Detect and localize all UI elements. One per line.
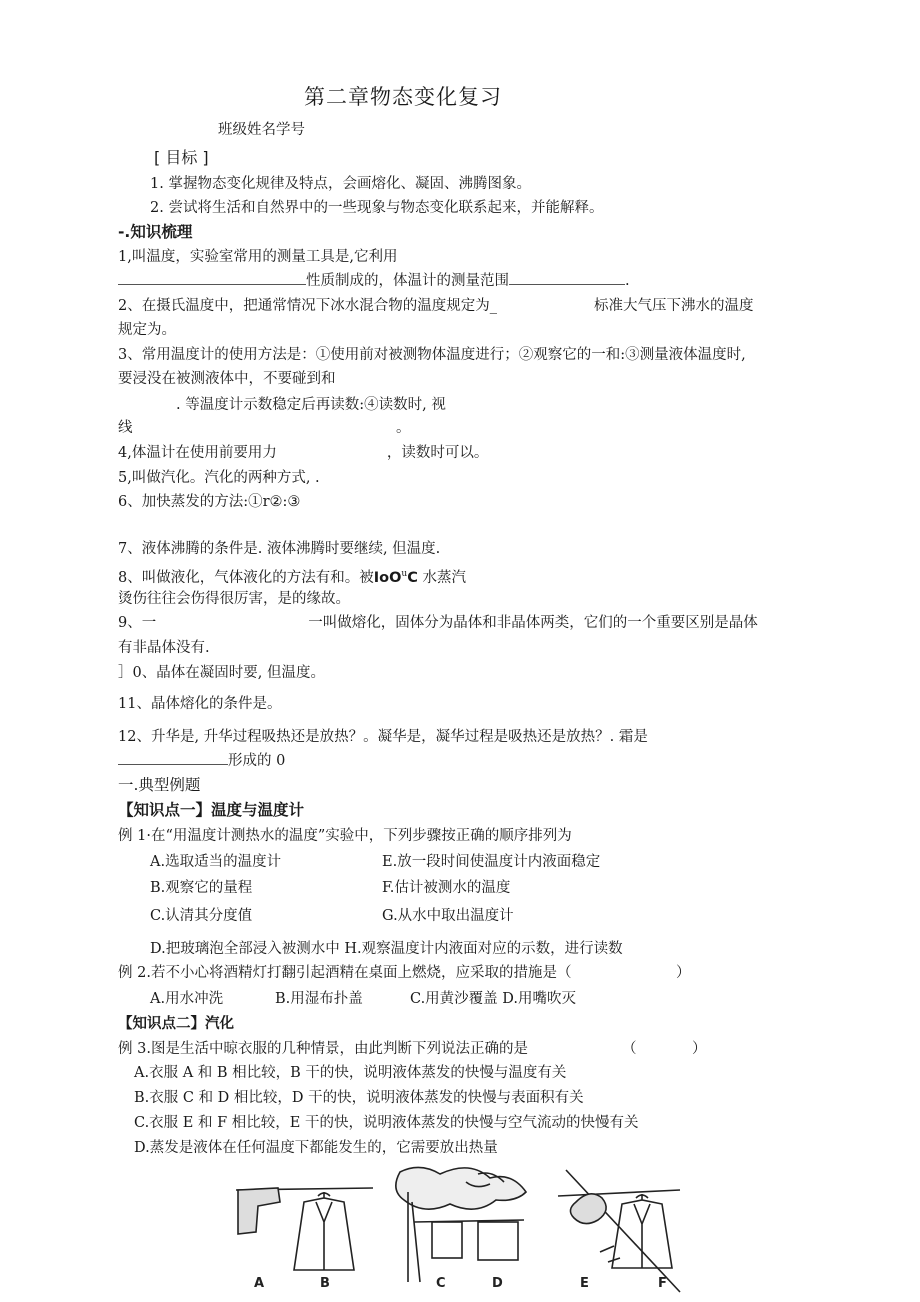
figure-label-a: A	[254, 1276, 265, 1291]
ex2-option-a: A.用水冲洗	[150, 991, 224, 1007]
figure-label-c: C	[436, 1276, 446, 1291]
q9-line2: 有非晶体没有.	[118, 640, 210, 656]
class-info: 班级姓名学号	[218, 122, 305, 138]
ex1-option-f: F.估计被测水的温度	[382, 880, 511, 896]
q3-line2: 要浸没在被测液体中，不要碰到和	[118, 371, 336, 387]
q4-text-a: 4,体温计在使用前要用力	[118, 445, 277, 461]
ex3-close-paren: ）	[692, 1041, 707, 1057]
q5-line: 5,叫做汽化。汽化的两种方式, .	[118, 470, 320, 486]
q2-text-b: 标准大气压下沸水的温度	[593, 298, 754, 314]
ex2-option-cd: C.用黄沙覆盖 D.用嘴吹灭	[410, 991, 577, 1007]
answer-blank[interactable]	[509, 272, 625, 285]
figure-label-b: B	[320, 1276, 330, 1291]
q2-line1	[118, 297, 753, 315]
kp1-header: 【知识点一】温度与温度计	[118, 801, 305, 819]
ex3-option-d: D.蒸发是液体在任何温度下都能发生的，它需要放出热量	[134, 1140, 498, 1156]
q9-text-a: 9、一	[118, 615, 157, 631]
scene-c-d	[396, 1167, 526, 1282]
q1-line1: 1,叫温度，实验室常用的测量工具是,它利用	[118, 249, 398, 265]
q12-text-b: 形成的 0	[228, 753, 286, 769]
figure-label-f: F	[658, 1276, 667, 1291]
ex2-stem: 例 2.若不小心将酒精灯打翻引起酒精在桌面上燃烧，应采取的措施是（	[118, 965, 572, 981]
q9-text-b: 一叫做熔化，固体分为晶体和非晶体两类，它们的一个重要区别是晶体	[308, 615, 758, 631]
ex3-option-b: B.衣服 C 和 D 相比较，D 干的快，说明液体蒸发的快慢与表面积有关	[134, 1090, 584, 1106]
answer-blank[interactable]	[118, 752, 228, 765]
q8-text-a: 8、叫做液化，气体液化的方法有和。被	[118, 569, 374, 586]
ex3-stem: 例 3.图是生活中晾衣服的几种情景，由此判断下列说法正确的是	[118, 1041, 528, 1057]
ex1-option-a: A.选取适当的温度计	[150, 854, 282, 870]
q8-temp-sup: u	[401, 569, 408, 579]
q10-line: ］0、晶体在凝固时要, 但温度。	[118, 665, 325, 681]
figure-label-e: E	[580, 1276, 589, 1291]
ex1-option-b: B.观察它的量程	[150, 880, 253, 896]
scene-a-b	[236, 1188, 373, 1270]
ex1-option-c: C.认清其分度值	[150, 908, 253, 924]
q4-line	[118, 444, 488, 462]
ex1-option-dh: D.把玻璃泡全部浸入被测水中 H.观察温度计内液面对应的示数，进行读数	[150, 941, 623, 957]
q4-text-b: ，读数时可以。	[386, 445, 489, 461]
goal-item-1: 1. 掌握物态变化规律及特点，会画熔化、凝固、沸腾图象。	[150, 176, 531, 192]
section-knowledge-header: -.知识梳理	[118, 223, 193, 241]
ex2-close-paren: ）	[676, 965, 691, 981]
q1-text-b: 性质制成的，体温计的测量范围	[306, 273, 509, 289]
q8-temp-value: IoO	[373, 569, 402, 586]
clothes-drying-figure	[228, 1162, 688, 1302]
figure-label-d: D	[492, 1276, 503, 1291]
ex3-option-c: C.衣服 E 和 F 相比较，E 干的快，说明液体蒸发的快慢与空气流动的快慢有关	[134, 1115, 639, 1131]
q8-line2: 烫伤往往会伤得很厉害，是的缘故。	[118, 591, 350, 607]
q2-line2: 规定为。	[118, 322, 176, 338]
kp2-header	[118, 1015, 234, 1033]
q9-line1	[118, 614, 758, 632]
ex3-option-a: A.衣服 A 和 B 相比较，B 干的快，说明液体蒸发的快慢与温度有关	[134, 1065, 567, 1081]
q2-text-a: 2、在摄氏温度中，把通常情况下冰水混合物的温度规定为_	[118, 298, 497, 314]
answer-blank[interactable]	[118, 272, 306, 285]
q6-line: 6、加快蒸发的方法:①r②:③	[118, 494, 301, 510]
scene-e-f	[558, 1170, 680, 1292]
q7-line: 7、液体沸腾的条件是. 液体沸腾时要继续, 但温度.	[118, 541, 441, 557]
q11-line: 11、晶体熔化的条件是。	[118, 696, 282, 712]
q3-line4-end: 。	[396, 420, 411, 436]
page-title: 第二章物态变化复习	[304, 85, 502, 109]
q3-line1: 3、常用温度计的使用方法是：①使用前对被测物体温度进行；②观察它的一和:③测量液体温度时,	[118, 347, 746, 363]
q1-line2	[118, 272, 630, 290]
q12-line2	[118, 752, 285, 770]
ex1-stem: 例 1·在“用温度计测热水的温度”实验中，下列步骤按正确的顺序排列为	[118, 828, 572, 844]
ex1-option-e: E.放一段时间使温度计内液面稳定	[382, 854, 601, 870]
q1-text-c: .	[625, 273, 630, 289]
goals-header: [ 目标 ]	[154, 148, 209, 167]
q3-line3: . 等温度计示数稳定后再读数:④读数时, 视	[176, 397, 446, 413]
ex1-option-g: G.从水中取出温度计	[382, 908, 514, 924]
ex3-open-paren: （	[622, 1041, 637, 1057]
section-examples-header: 一.典型例题	[118, 776, 201, 794]
goal-item-2: 2. 尝试将生活和自然界中的一些现象与物态变化联系起来，并能解释。	[150, 200, 604, 216]
ex2-option-b: B.用湿布扑盖	[275, 991, 363, 1007]
q8-text-e: 水蒸汽	[422, 569, 466, 586]
kp2-title: 【知识点二】汽化	[118, 1015, 234, 1032]
q8-temp-unit: C	[407, 569, 418, 586]
q12-line1: 12、升华是, 升华过程吸热还是放热？。凝华是，凝华过程是吸热还是放热？. 霜是	[118, 729, 648, 745]
q8-line1	[118, 565, 466, 587]
q3-line4: 线	[118, 420, 133, 436]
